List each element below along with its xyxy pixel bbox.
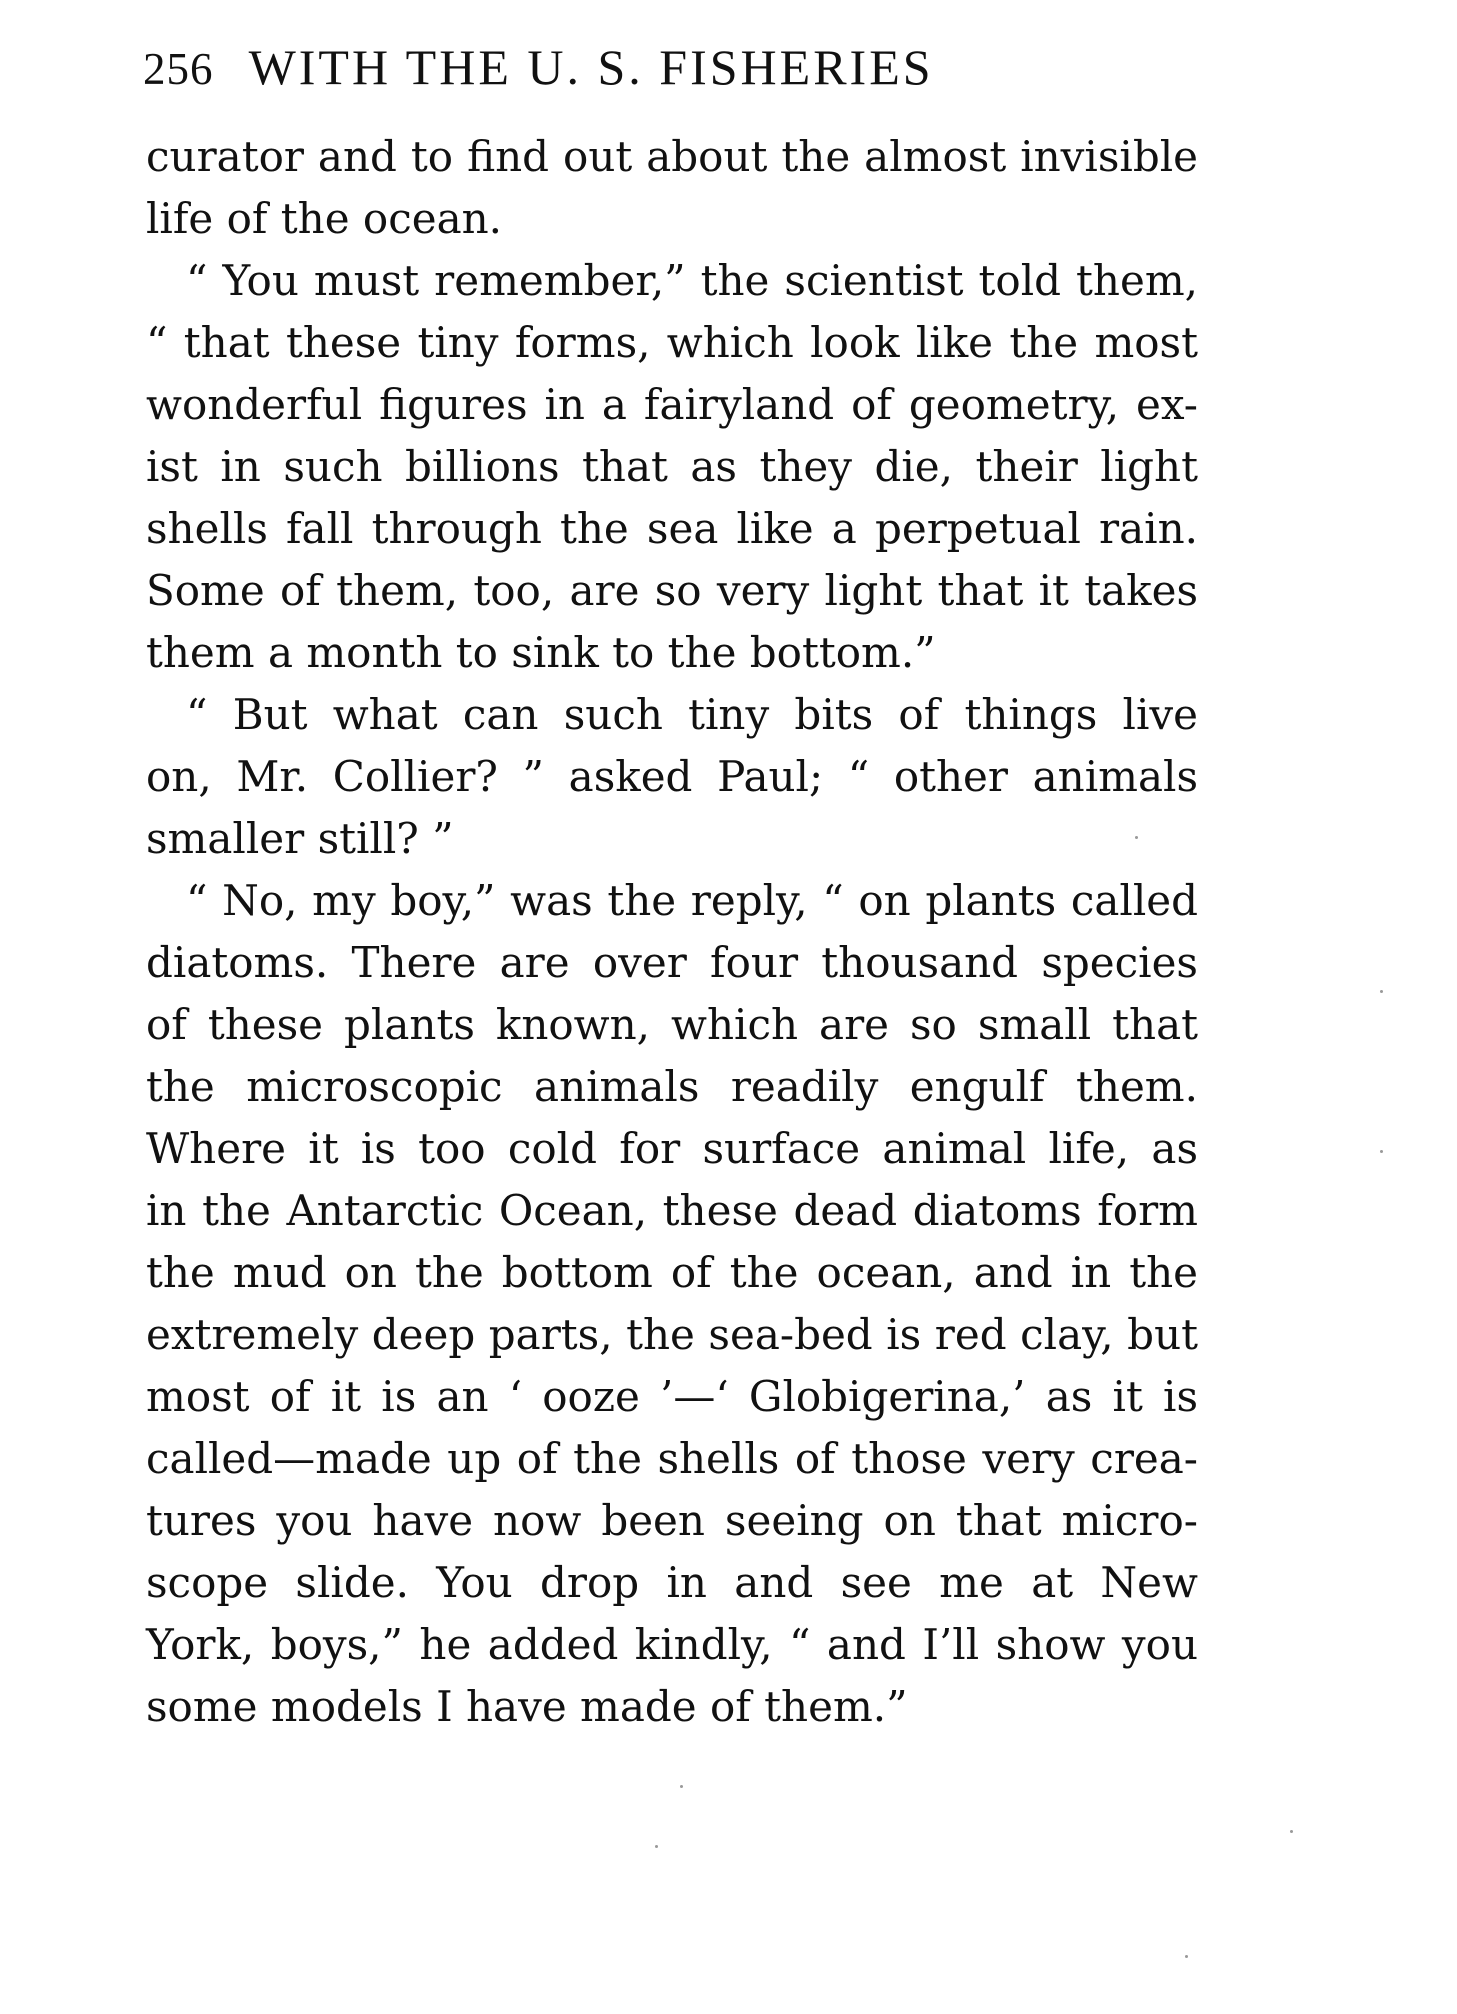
text-line: of these plants known, which are so small that (146, 1000, 1198, 1049)
text-line: the microscopic animals readily engulf them. (146, 1062, 1198, 1111)
text-line: ist in such billions that as they die, their light (146, 442, 1198, 491)
text-line: Some of them, too, are so very light that it takes (146, 566, 1198, 615)
page-number: 256 (143, 44, 214, 94)
text-line: the mud on the bottom of the ocean, and in the (146, 1248, 1198, 1297)
text-line: most of it is an ‘ ooze ’—‘ Globigerina,’ as it is (146, 1372, 1198, 1421)
running-title: WITH THE U. S. FISHERIES (248, 39, 934, 95)
paragraph (146, 870, 1198, 1738)
text-line: life of the ocean. (146, 194, 503, 243)
text-line: extremely deep parts, the sea-bed is red clay, but (146, 1310, 1198, 1359)
paper-speck (655, 1845, 658, 1848)
text-line: curator and to find out about the almost invisible (146, 132, 1198, 181)
text-line: “ that these tiny forms, which look like the most (146, 318, 1198, 367)
paper-speck (1135, 836, 1138, 839)
text-line: called—made up of the shells of those very crea- (146, 1434, 1198, 1483)
text-line: “ No, my boy,” was the reply, “ on plants called (186, 876, 1198, 925)
paragraph (146, 250, 1198, 684)
text-line: on, Mr. Collier? ” asked Paul; “ other animals (146, 752, 1198, 801)
text-line: Where it is too cold for surface animal life, as (146, 1124, 1198, 1173)
paper-speck (680, 1785, 683, 1788)
text-line: some models I have made of them.” (146, 1682, 908, 1731)
text-line: diatoms. There are over four thousand species (146, 938, 1198, 987)
text-line: wonderful figures in a fairyland of geometry, ex- (146, 380, 1198, 429)
text-line: scope slide. You drop in and see me at New (146, 1558, 1198, 1607)
text-line: tures you have now been seeing on that micro- (146, 1496, 1198, 1545)
text-line: them a month to sink to the bottom.” (146, 628, 936, 677)
body-text (146, 126, 1198, 1738)
text-line: in the Antarctic Ocean, these dead diatoms form (146, 1186, 1198, 1235)
paragraph (146, 126, 1198, 250)
text-line: smaller still? ” (146, 814, 454, 863)
paper-speck (1290, 1830, 1293, 1833)
paper-speck (1380, 1150, 1383, 1153)
text-line: “ You must remember,” the scientist told them, (186, 256, 1198, 305)
text-line: shells fall through the sea like a perpetual rain. (146, 504, 1198, 553)
text-line: York, boys,” he added kindly, “ and I’ll show you (146, 1620, 1198, 1669)
paper-speck (1185, 1955, 1188, 1958)
running-head (143, 38, 1203, 98)
text-line: “ But what can such tiny bits of things live (186, 690, 1198, 739)
paragraph (146, 684, 1198, 870)
paper-speck (1380, 990, 1383, 993)
